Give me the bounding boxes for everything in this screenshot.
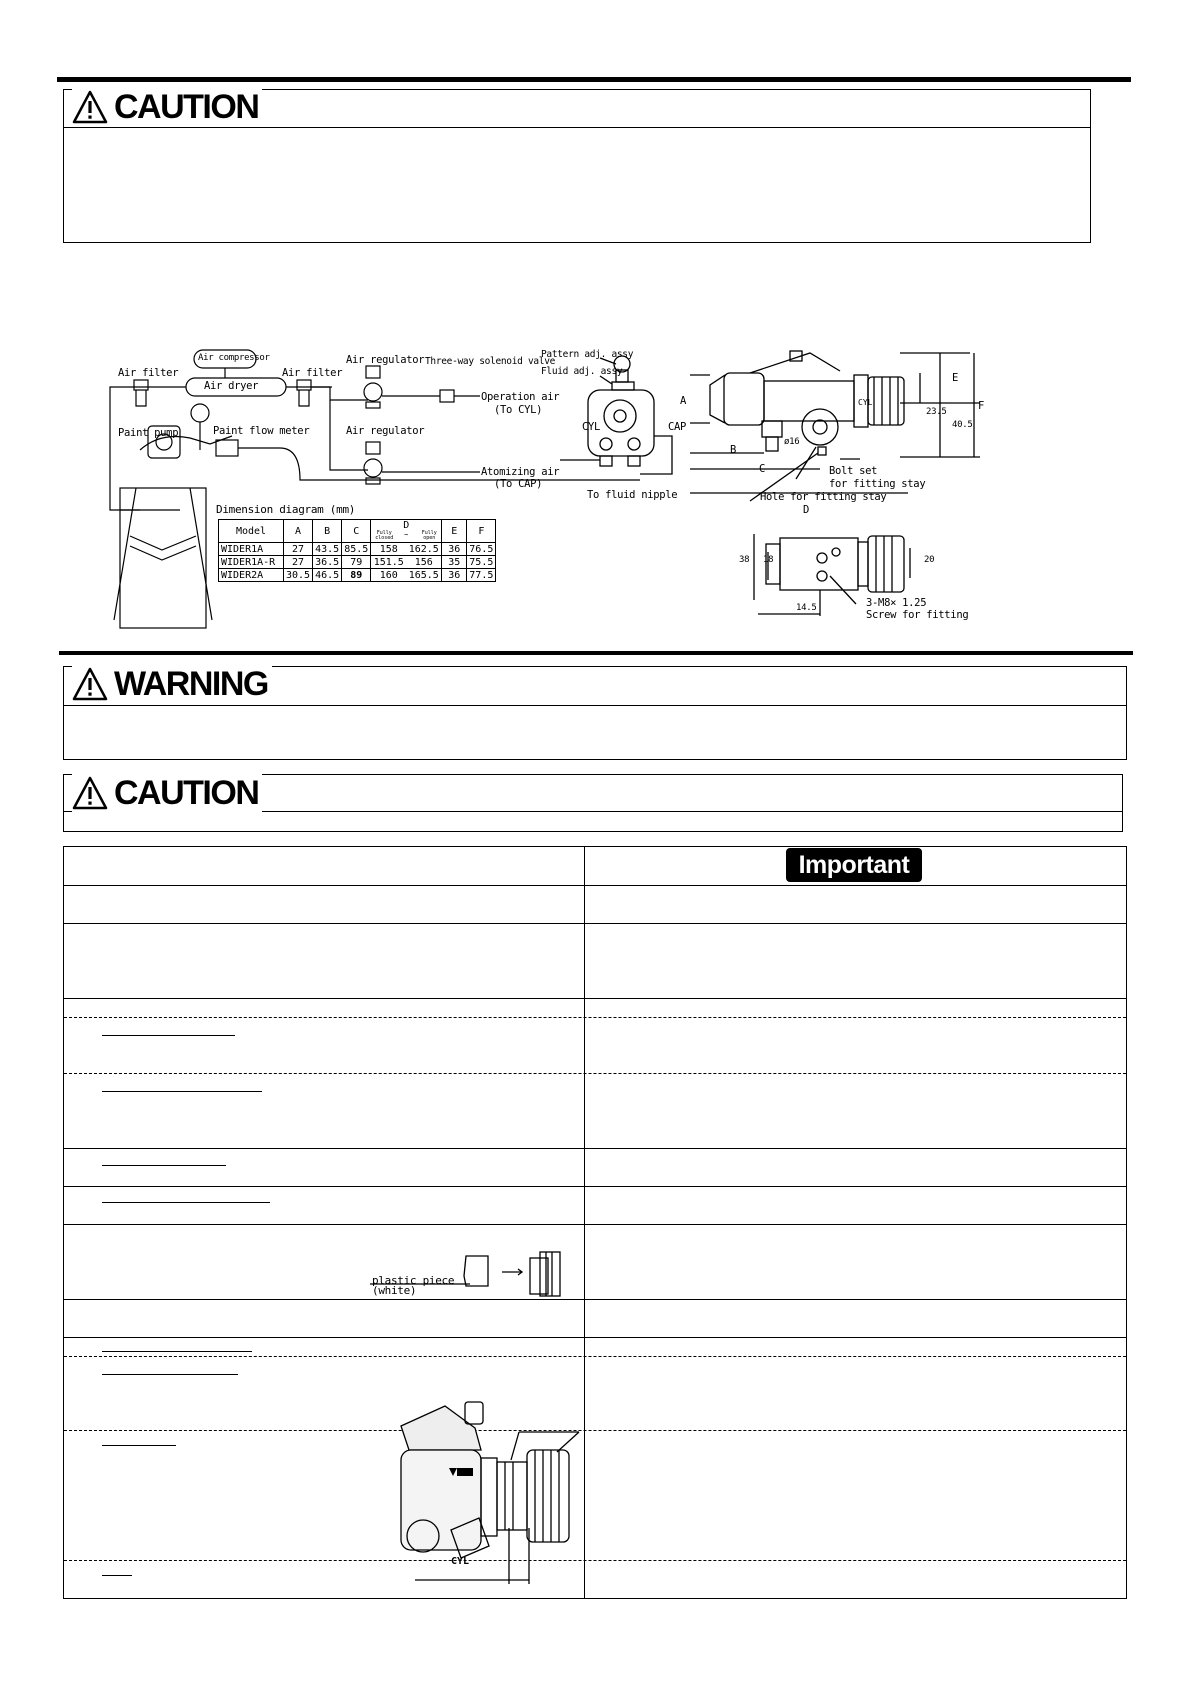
label-fluid-adj: Fluid adj. assy xyxy=(541,366,623,377)
label-to-cap: (To CAP) xyxy=(494,478,543,490)
middle-rule xyxy=(59,651,1133,655)
caution-title-text: CAUTION xyxy=(114,87,259,126)
label-dim-e: E xyxy=(952,372,959,384)
col-f: F xyxy=(467,520,496,543)
label-to-fluid-nipple: To fluid nipple xyxy=(587,489,678,501)
svg-text:CYL: CYL xyxy=(858,398,873,407)
caution-title-top xyxy=(72,87,262,127)
table-row: WIDER1A 27 43.5 85.5 158 162.5 36 76.5 xyxy=(219,543,496,556)
label-dim-235: 23.5 xyxy=(926,407,947,417)
gun-photo-figure xyxy=(395,1398,585,1588)
dimension-title: Dimension diagram (mm) xyxy=(216,503,356,516)
label-plastic-piece: plastic piece xyxy=(372,1274,455,1287)
col-d: D Fully closed ~ Fully open xyxy=(371,520,442,543)
label-air-dryer: Air dryer xyxy=(204,380,259,392)
warning-title xyxy=(72,664,272,704)
label-air-compressor: Air compressor xyxy=(198,353,270,363)
label-operation-air: Operation air xyxy=(481,391,560,403)
d-sub-closed: Fully closed xyxy=(375,530,394,541)
label-for-fitting-stay: for fitting stay xyxy=(829,478,926,490)
svg-text:CYL: CYL xyxy=(451,1556,470,1567)
caution-title-mid-text: CAUTION xyxy=(114,773,259,812)
col-e: E xyxy=(442,520,467,543)
col-a: A xyxy=(284,520,313,543)
label-air-filter-right: Air filter xyxy=(282,367,343,379)
caution-title-mid xyxy=(72,773,262,813)
table-row: WIDER2A 30.5 46.5 89 160 165.5 36 77.5 xyxy=(219,569,496,582)
label-dim-d: D xyxy=(803,504,810,516)
plastic-piece-figure xyxy=(370,1248,570,1298)
gun-front-icon xyxy=(560,350,680,480)
label-screw-fitting: Screw for fitting xyxy=(866,609,969,621)
label-dim-20: 20 xyxy=(924,555,935,565)
label-screw-spec: 3-M8× 1.25 xyxy=(866,597,927,609)
label-dim-c: C xyxy=(759,463,766,475)
label-atomizing-air: Atomizing air xyxy=(481,466,560,478)
warning-title-text: WARNING xyxy=(114,664,268,703)
label-dim-18: 18 xyxy=(763,555,774,565)
label-dim-145: 14.5 xyxy=(796,603,817,613)
instruction-table xyxy=(63,846,1127,1599)
label-solenoid: Three-way solenoid valve xyxy=(425,356,556,367)
label-hole-fitting-stay: Hole for fitting stay xyxy=(760,491,887,503)
table-row: WIDER1A-R 27 36.5 79 151.5 156 35 75.5 xyxy=(219,556,496,569)
d-sub-open: Fully open xyxy=(421,530,437,541)
label-paint-pump: Paint pump xyxy=(118,427,179,439)
label-cap: CAP xyxy=(668,421,687,433)
label-dim-38: 38 xyxy=(739,555,750,565)
label-white: (white) xyxy=(372,1284,417,1297)
label-dim-a: A xyxy=(680,395,687,407)
label-dim-f: F xyxy=(978,400,985,412)
label-pattern-adj: Pattern adj. assy xyxy=(541,349,634,360)
col-model: Model xyxy=(219,520,284,543)
label-to-cyl: (To CYL) xyxy=(494,404,543,416)
important-badge: Important xyxy=(786,848,922,882)
dimension-table xyxy=(218,519,496,582)
col-c: C xyxy=(342,520,371,543)
d-sub-sep: ~ xyxy=(404,531,409,539)
warning-triangle-icon xyxy=(72,776,108,810)
dimension-header-row xyxy=(219,520,496,543)
col-b: B xyxy=(313,520,342,543)
top-rule xyxy=(57,77,1131,82)
label-air-regulator-top: Air regulator xyxy=(346,354,425,366)
label-cyl: CYL xyxy=(582,421,601,433)
label-paint-flow-meter: Paint flow meter xyxy=(213,425,310,437)
label-dim-phi16: ø16 xyxy=(784,437,800,447)
label-bolt-set: Bolt set xyxy=(829,465,878,477)
label-air-filter-left: Air filter xyxy=(118,367,179,379)
warning-triangle-icon xyxy=(72,667,108,701)
label-dim-b: B xyxy=(730,444,737,456)
label-air-regulator-bottom: Air regulator xyxy=(346,425,425,437)
label-dim-405: 40.5 xyxy=(952,420,973,430)
warning-triangle-icon xyxy=(72,90,108,124)
